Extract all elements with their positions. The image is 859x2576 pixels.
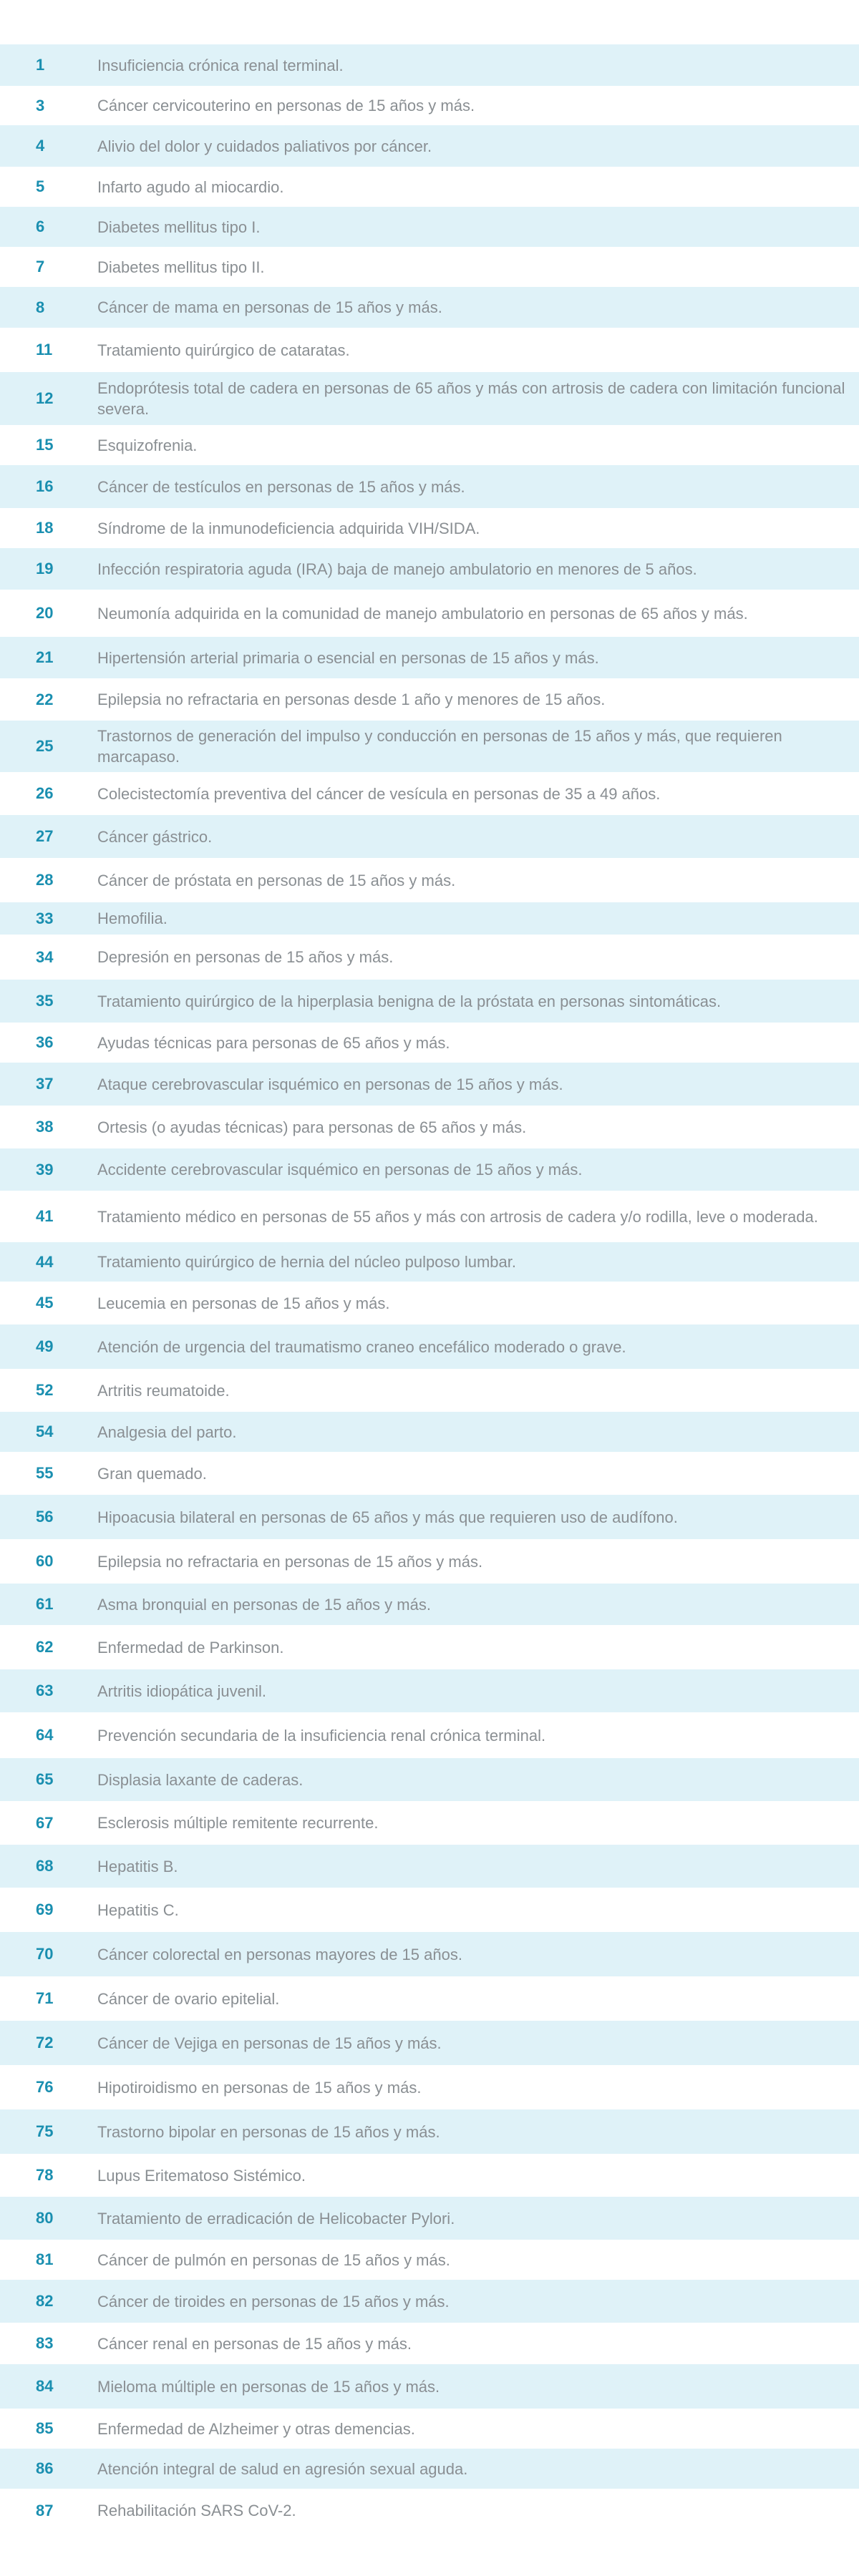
row-number: 86 [36,2459,54,2477]
row-description: Leucemia en personas de 15 años y más. [97,1294,390,1312]
row-description: Alivio del dolor y cuidados paliativos por cáncer. [97,137,432,155]
row-number: 87 [36,2501,54,2519]
table-row [0,465,859,508]
row-number: 34 [36,947,54,966]
row-description: Cáncer de ovario epitelial. [97,1989,280,2008]
row-number: 62 [36,1638,54,1656]
table-row [0,1801,859,1845]
row-number: 26 [36,784,54,802]
row-number: 5 [36,177,45,195]
row-description: Colecistectomía preventiva del cáncer de vesícula en personas de 35 a 49 años. [97,784,661,803]
table-row [0,1412,859,1452]
table-row [0,590,859,637]
table-row [0,1932,859,1976]
row-description: Tratamiento médico en personas de 55 años y más con artrosis de cadera y/o rodilla, leve o moderada. [97,1207,818,1226]
table-row [0,247,859,287]
table-row [0,2489,859,2532]
row-description: Hipotiroidismo en personas de 15 años y más. [97,2078,422,2097]
table-row [0,1023,859,1063]
table-row [0,980,859,1023]
row-description: Hipertensión arterial primaria o esencial en personas de 15 años y más. [97,648,599,667]
row-description: Síndrome de la inmunodeficiencia adquirida VIH/SIDA. [97,519,480,537]
row-number: 33 [36,909,54,927]
row-number: 1 [36,56,45,74]
row-description: Epilepsia no refractaria en personas desde 1 año y menores de 15 años. [97,691,606,708]
table-row [0,637,859,678]
row-number: 45 [36,1294,54,1312]
table-row [0,328,859,372]
row-description: Esquizofrenia. [97,436,198,454]
row-description: Cáncer cervicouterino en personas de 15 años y más. [97,97,475,114]
table-row [0,1369,859,1412]
row-number: 76 [36,2078,54,2096]
row-description: Depresión en personas de 15 años y más. [97,948,394,966]
row-number: 16 [36,477,54,495]
row-number: 54 [36,1423,54,1440]
row-number: 55 [36,1464,54,1482]
row-description: Ayudas técnicas para personas de 65 años y más. [97,1033,450,1052]
row-number: 75 [36,2122,54,2140]
row-number: 4 [36,137,45,155]
table-row [0,1845,859,1888]
row-number: 63 [36,1682,54,1699]
row-number: 56 [36,1508,54,1526]
row-description: Cáncer de pulmón en personas de 15 años y más. [97,2250,450,2269]
row-description: Analgesia del parto. [97,1423,237,1441]
row-description: Cáncer gástrico. [97,827,213,846]
row-description: Esclerosis múltiple remitente recurrente. [97,1814,379,1832]
row-number: 27 [36,827,54,845]
row-description: Cáncer de Vejiga en personas de 15 años y más. [97,2034,442,2052]
table-row [0,2364,859,2409]
table-row [0,1324,859,1369]
row-description: Hipoacusia bilateral en personas de 65 años y más que requieren uso de audífono. [97,1508,678,1526]
table-row [0,1063,859,1106]
row-description: Neumonía adquirida en la comunidad de manejo ambulatorio en personas de 65 años y más. [97,604,748,623]
table-row [0,815,859,858]
row-number: 3 [36,96,45,114]
row-number: 15 [36,436,54,454]
table-row [0,125,859,167]
row-number: 21 [36,648,54,666]
row-description: Ataque cerebrovascular isquémico en personas de 15 años y más. [97,1075,563,1093]
row-description: Atención de urgencia del traumatismo craneo encefálico moderado o grave. [97,1337,626,1356]
table-row [0,2109,859,2154]
table-row [0,86,859,125]
table-row [0,1282,859,1324]
row-description: Cáncer de próstata en personas de 15 años y más. [97,871,456,889]
row-description: Cáncer de testículos en personas de 15 años y más. [97,477,465,496]
row-number: 28 [36,871,54,889]
table-row [0,2021,859,2065]
table-row [0,425,859,465]
row-number: 8 [36,298,45,316]
table-row [0,2065,859,2109]
table-row [0,2449,859,2489]
row-number: 67 [36,1813,54,1832]
row-description: Artritis reumatoide. [97,1381,230,1400]
table-row [0,508,859,548]
row-number: 52 [36,1381,54,1399]
row-number: 6 [36,218,45,235]
row-number: 22 [36,690,54,708]
row-description: Accidente cerebrovascular isquémico en personas de 15 años y más. [97,1161,583,1179]
table-row [0,2409,859,2449]
row-description: Trastorno bipolar en personas de 15 años y más. [97,2122,440,2141]
table-row [0,287,859,328]
table-row [0,1712,859,1758]
row-number: 65 [36,1770,54,1788]
table-row [0,1495,859,1539]
row-description: Endoprótesis total de cadera en personas de 65 años y más con artrosis de cadera con limitación funcional severa. [97,379,845,418]
row-number: 20 [36,604,54,622]
row-number: 82 [36,2292,54,2310]
row-description: Hepatitis B. [97,1857,178,1875]
row-number: 64 [36,1726,54,1744]
row-number: 60 [36,1552,54,1570]
table-row [0,1584,859,1625]
row-description: Hemofilia. [97,909,168,927]
table-row [0,1758,859,1801]
row-description: Tratamiento quirúrgico de cataratas. [97,341,350,359]
row-number: 44 [36,1252,54,1271]
row-description: Hepatitis C. [97,1901,179,1919]
table-row [0,2197,859,2240]
row-description: Atención integral de salud en agresión sexual aguda. [97,2459,468,2478]
table-row [0,935,859,980]
row-description: Tratamiento de erradicación de Helicobacter Pylori. [97,2209,455,2228]
row-description: Tratamiento quirúrgico de hernia del núcleo pulposo lumbar. [97,1253,516,1271]
table-row [0,1452,859,1495]
row-description: Ortesis (o ayudas técnicas) para personas de 65 años y más. [97,1118,527,1136]
row-description: Prevención secundaria de la insuficiencia renal crónica terminal. [97,1726,546,1745]
row-number: 49 [36,1337,54,1355]
table-row [0,772,859,815]
row-number: 84 [36,2377,54,2395]
table-row [0,902,859,935]
row-number: 83 [36,2334,54,2352]
row-number: 61 [36,1595,54,1613]
row-description: Tratamiento quirúrgico de la hiperplasia benigna de la próstata en personas sintomáticas. [97,992,722,1010]
row-description: Diabetes mellitus tipo II. [97,258,265,276]
row-number: 71 [36,1989,54,2007]
row-description: Enfermedad de Parkinson. [97,1638,284,1657]
table-row [0,1148,859,1191]
table-row [0,1625,859,1669]
row-number: 7 [36,258,45,275]
table-row [0,2280,859,2323]
row-number: 39 [36,1160,54,1179]
row-description: Lupus Eritematoso Sistémico. [97,2166,306,2185]
table-row [0,858,859,902]
table-row [0,44,859,86]
table-row [0,1888,859,1932]
table-row [0,207,859,247]
row-description: Asma bronquial en personas de 15 años y más. [97,1595,431,1614]
table-row [0,372,859,425]
table-row [0,678,859,721]
row-number: 25 [36,737,54,755]
table-row [0,1669,859,1712]
row-description: Rehabilitación SARS CoV-2. [97,2502,296,2519]
table-row [0,167,859,207]
row-number: 78 [36,2166,54,2184]
table-row [0,1539,859,1584]
row-description: Mieloma múltiple en personas de 15 años y más. [97,2377,440,2396]
row-description: Cáncer colorectal en personas mayores de 15 años. [97,1945,462,1963]
row-description: Infección respiratoria aguda (IRA) baja de manejo ambulatorio en menores de 5 años. [97,560,697,578]
table-row [0,548,859,590]
table-row [0,1191,859,1242]
row-number: 11 [36,341,53,358]
row-description: Displasia laxante de caderas. [97,1770,304,1789]
row-description: Enfermedad de Alzheimer y otras demencias. [97,2419,415,2438]
row-description: Gran quemado. [97,1464,207,1483]
row-number: 69 [36,1901,54,1918]
row-number: 72 [36,2034,54,2051]
row-number: 38 [36,1118,54,1136]
row-number: 12 [36,389,54,407]
table-row [0,1106,859,1148]
table-row [0,1242,859,1282]
table-row [0,721,859,772]
row-number: 18 [36,519,54,537]
row-number: 70 [36,1945,54,1963]
table-row [0,2240,859,2280]
row-number: 85 [36,2419,54,2437]
row-description: Cáncer de tiroides en personas de 15 años y más. [97,2292,450,2311]
row-description: Trastornos de generación del impulso y conducción en personas de 15 años y más, que requieren marcapaso. [97,727,782,766]
row-number: 41 [36,1207,54,1225]
row-number: 68 [36,1857,54,1875]
row-description: Diabetes mellitus tipo I. [97,218,261,236]
table-row [0,2323,859,2364]
row-description: Epilepsia no refractaria en personas de 15 años y más. [97,1552,483,1571]
table-row [0,2154,859,2197]
row-number: 37 [36,1075,54,1093]
row-number: 81 [36,2250,54,2268]
row-number: 36 [36,1033,54,1051]
table-row [0,1976,859,2021]
row-number: 35 [36,992,54,1010]
row-number: 19 [36,560,54,577]
row-number: 80 [36,2209,54,2227]
row-description: Artritis idiopática juvenil. [97,1682,266,1700]
row-description: Cáncer renal en personas de 15 años y más. [97,2334,412,2353]
row-description: Insuficiencia crónica renal terminal. [97,56,344,74]
row-description: Cáncer de mama en personas de 15 años y más. [97,298,442,316]
row-description: Infarto agudo al miocardio. [97,177,284,196]
